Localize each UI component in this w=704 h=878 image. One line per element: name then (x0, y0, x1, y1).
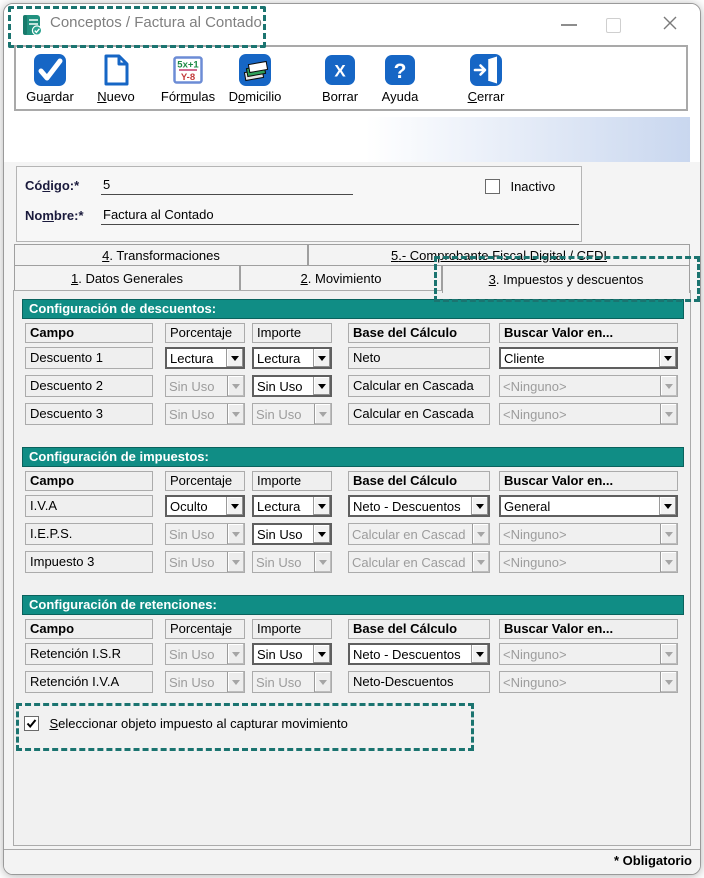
tab-transformaciones-label: 4. Transformaciones (102, 247, 220, 263)
porcentaje-select[interactable]: Oculto (165, 495, 245, 517)
base-calculo-value: Calcular en Cascada (348, 403, 490, 425)
porcentaje-select: Sin Uso (165, 403, 245, 425)
campo-label: I.V.A (25, 495, 153, 517)
titlebar (4, 4, 700, 44)
importe-select[interactable]: Sin Uso (252, 523, 332, 545)
svg-text:X: X (334, 61, 346, 81)
section-impuestos-title: Configuración de impuestos: (22, 447, 684, 467)
dropdown-arrow-icon (472, 524, 489, 544)
dropdown-arrow-icon (660, 404, 677, 424)
base-calculo-select: Calcular en Cascad (348, 551, 490, 573)
cerrar-label: Cerrar (467, 89, 505, 104)
minimize-icon (561, 24, 577, 26)
buscar-valor-select: <Ninguno> (499, 403, 678, 425)
help-question-icon (383, 53, 417, 87)
tab-cfdi[interactable] (308, 244, 690, 266)
dropdown-arrow-icon (227, 644, 244, 664)
maximize-button[interactable] (606, 18, 621, 33)
dropdown-arrow-icon (227, 376, 244, 396)
dropdown-arrow-icon (227, 552, 244, 572)
tab-impuestos-descuentos-label: 3. Impuestos y descuentos (488, 272, 644, 287)
tab-movimiento-label: 2. Movimiento (300, 270, 382, 286)
codigo-label: Código:* (25, 178, 80, 193)
importe-select: Sin Uso (252, 671, 332, 693)
header-importe: Importe (252, 471, 332, 491)
buscar-valor-select[interactable]: Cliente (499, 347, 678, 369)
address-books-icon (238, 53, 272, 87)
dropdown-arrow-icon[interactable] (471, 645, 488, 663)
tab-datos-generales-label: 1. Datos Generales (70, 270, 183, 286)
svg-text:Y-8: Y-8 (180, 72, 196, 83)
dropdown-arrow-icon[interactable] (471, 497, 488, 515)
minimize-button[interactable] (561, 16, 577, 32)
base-calculo-select[interactable]: Neto - Descuentos (348, 643, 490, 665)
dropdown-arrow-icon (472, 552, 489, 572)
campo-label: Descuento 2 (25, 375, 153, 397)
porcentaje-select: Sin Uso (165, 523, 245, 545)
nombre-input[interactable] (101, 205, 579, 225)
importe-select[interactable]: Sin Uso (252, 643, 332, 665)
section-retenciones (22, 595, 684, 707)
tab-impuestos-descuentos[interactable] (442, 265, 690, 293)
borrar-button[interactable] (306, 51, 374, 109)
dropdown-arrow-icon (660, 672, 677, 692)
base-calculo-value: Calcular en Cascada (348, 375, 490, 397)
base-calculo-select: Calcular en Cascad (348, 523, 490, 545)
dropdown-arrow-icon (660, 376, 677, 396)
concept-form-groupbox (16, 166, 582, 242)
campo-label: Retención I.S.R (25, 643, 153, 665)
header-base-calculo: Base del Cálculo (348, 619, 490, 639)
app-icon (20, 13, 44, 37)
ayuda-button[interactable] (366, 51, 434, 109)
porcentaje-select: Sin Uso (165, 671, 245, 693)
objeto-impuesto-checkbox-group[interactable] (24, 715, 348, 733)
dropdown-arrow-icon[interactable] (313, 497, 330, 515)
objeto-impuesto-label: Seleccionar objeto impuesto al capturar movimiento (49, 716, 348, 732)
exit-door-icon (469, 53, 503, 87)
svg-text:5x+1: 5x+1 (177, 59, 199, 71)
dropdown-arrow-icon[interactable] (226, 497, 243, 515)
dropdown-arrow-icon[interactable] (313, 349, 330, 367)
header-base-calculo: Base del Cálculo (348, 323, 490, 343)
porcentaje-select[interactable]: Lectura (165, 347, 245, 369)
dropdown-arrow-icon (227, 404, 244, 424)
save-check-icon (33, 53, 67, 87)
section-impuestos (22, 447, 684, 587)
header-base-calculo: Base del Cálculo (348, 471, 490, 491)
formulas-button[interactable] (154, 51, 222, 109)
tab-movimiento[interactable] (240, 265, 442, 291)
impuestos-descuentos-page (13, 290, 691, 846)
close-button[interactable] (662, 15, 678, 36)
guardar-label: Guardar (26, 89, 74, 104)
campo-label: Descuento 1 (25, 347, 153, 369)
buscar-valor-select: <Ninguno> (499, 551, 678, 573)
new-page-icon (99, 53, 133, 87)
nuevo-label: Nuevo (97, 89, 135, 104)
dropdown-arrow-icon (227, 672, 244, 692)
campo-label: Impuesto 3 (25, 551, 153, 573)
toolbar (14, 45, 688, 111)
base-calculo-value: Neto-Descuentos (348, 671, 490, 693)
section-descuentos-title: Configuración de descuentos: (22, 299, 684, 319)
tab-transformaciones[interactable] (14, 244, 308, 266)
importe-select: Sin Uso (252, 551, 332, 573)
codigo-input[interactable] (101, 175, 353, 195)
importe-select: Sin Uso (252, 403, 332, 425)
header-campo: Campo (25, 471, 153, 491)
tab-datos-generales[interactable] (14, 265, 240, 291)
section-descuentos (22, 299, 684, 439)
porcentaje-select: Sin Uso (165, 551, 245, 573)
tab-cfdi-label: 5.- Comprobante Fiscal Digital / CFDI (390, 247, 607, 263)
section-retenciones-title: Configuración de retenciones: (22, 595, 684, 615)
checkmark-icon (25, 717, 38, 730)
nuevo-button[interactable] (82, 51, 150, 109)
dropdown-arrow-icon[interactable] (313, 525, 330, 543)
dropdown-arrow-icon[interactable] (659, 497, 676, 515)
window-title: Conceptos / Factura al Contado (50, 14, 262, 31)
dropdown-arrow-icon[interactable] (313, 377, 330, 395)
buscar-valor-select: <Ninguno> (499, 643, 678, 665)
header-importe: Importe (252, 323, 332, 343)
importe-select[interactable]: Sin Uso (252, 375, 332, 397)
porcentaje-select: Sin Uso (165, 375, 245, 397)
inactivo-label: Inactivo (510, 179, 556, 195)
header-buscar-valor: Buscar Valor en... (499, 619, 678, 639)
dropdown-arrow-icon[interactable] (226, 349, 243, 367)
header-porcentaje: Porcentaje (165, 471, 245, 491)
formula-icon (171, 53, 205, 87)
dropdown-arrow-icon (660, 552, 677, 572)
formulas-label: Fórmulas (160, 89, 216, 104)
delete-x-icon (323, 53, 357, 87)
dropdown-arrow-icon (227, 524, 244, 544)
header-porcentaje: Porcentaje (165, 619, 245, 639)
status-bar (4, 849, 700, 874)
close-icon (662, 15, 678, 31)
domicilio-button[interactable] (221, 51, 289, 109)
dropdown-arrow-icon[interactable] (313, 645, 330, 663)
importe-select[interactable]: Lectura (252, 347, 332, 369)
cerrar-button[interactable] (452, 51, 520, 109)
svg-text:?: ? (393, 60, 407, 83)
dropdown-arrow-icon (314, 552, 331, 572)
obligatorio-note: * Obligatorio (614, 853, 692, 868)
ayuda-label: Ayuda (381, 89, 419, 104)
header-gradient-band (14, 117, 690, 162)
dropdown-arrow-icon[interactable] (659, 349, 676, 367)
base-calculo-value: Neto (348, 347, 490, 369)
buscar-valor-select: <Ninguno> (499, 671, 678, 693)
objeto-impuesto-checkbox[interactable] (24, 716, 39, 731)
buscar-valor-select: <Ninguno> (499, 375, 678, 397)
inactivo-checkbox[interactable] (485, 179, 500, 194)
header-importe: Importe (252, 619, 332, 639)
inactivo-checkbox-group[interactable] (485, 178, 555, 196)
campo-label: Descuento 3 (25, 403, 153, 425)
header-campo: Campo (25, 323, 153, 343)
header-campo: Campo (25, 619, 153, 639)
porcentaje-select: Sin Uso (165, 643, 245, 665)
guardar-button[interactable] (16, 51, 84, 109)
borrar-label: Borrar (321, 89, 359, 104)
dropdown-arrow-icon (314, 672, 331, 692)
dropdown-arrow-icon (660, 524, 677, 544)
campo-label: I.E.P.S. (25, 523, 153, 545)
importe-select[interactable]: Lectura (252, 495, 332, 517)
domicilio-label: Domicilio (228, 89, 282, 104)
header-buscar-valor: Buscar Valor en... (499, 471, 678, 491)
buscar-valor-select: <Ninguno> (499, 523, 678, 545)
base-calculo-select[interactable]: Neto - Descuentos (348, 495, 490, 517)
buscar-valor-select[interactable]: General (499, 495, 678, 517)
header-porcentaje: Porcentaje (165, 323, 245, 343)
dropdown-arrow-icon (314, 404, 331, 424)
nombre-label: Nombre:* (25, 208, 84, 223)
campo-label: Retención I.V.A (25, 671, 153, 693)
dropdown-arrow-icon (660, 644, 677, 664)
header-buscar-valor: Buscar Valor en... (499, 323, 678, 343)
app-window (3, 3, 701, 875)
